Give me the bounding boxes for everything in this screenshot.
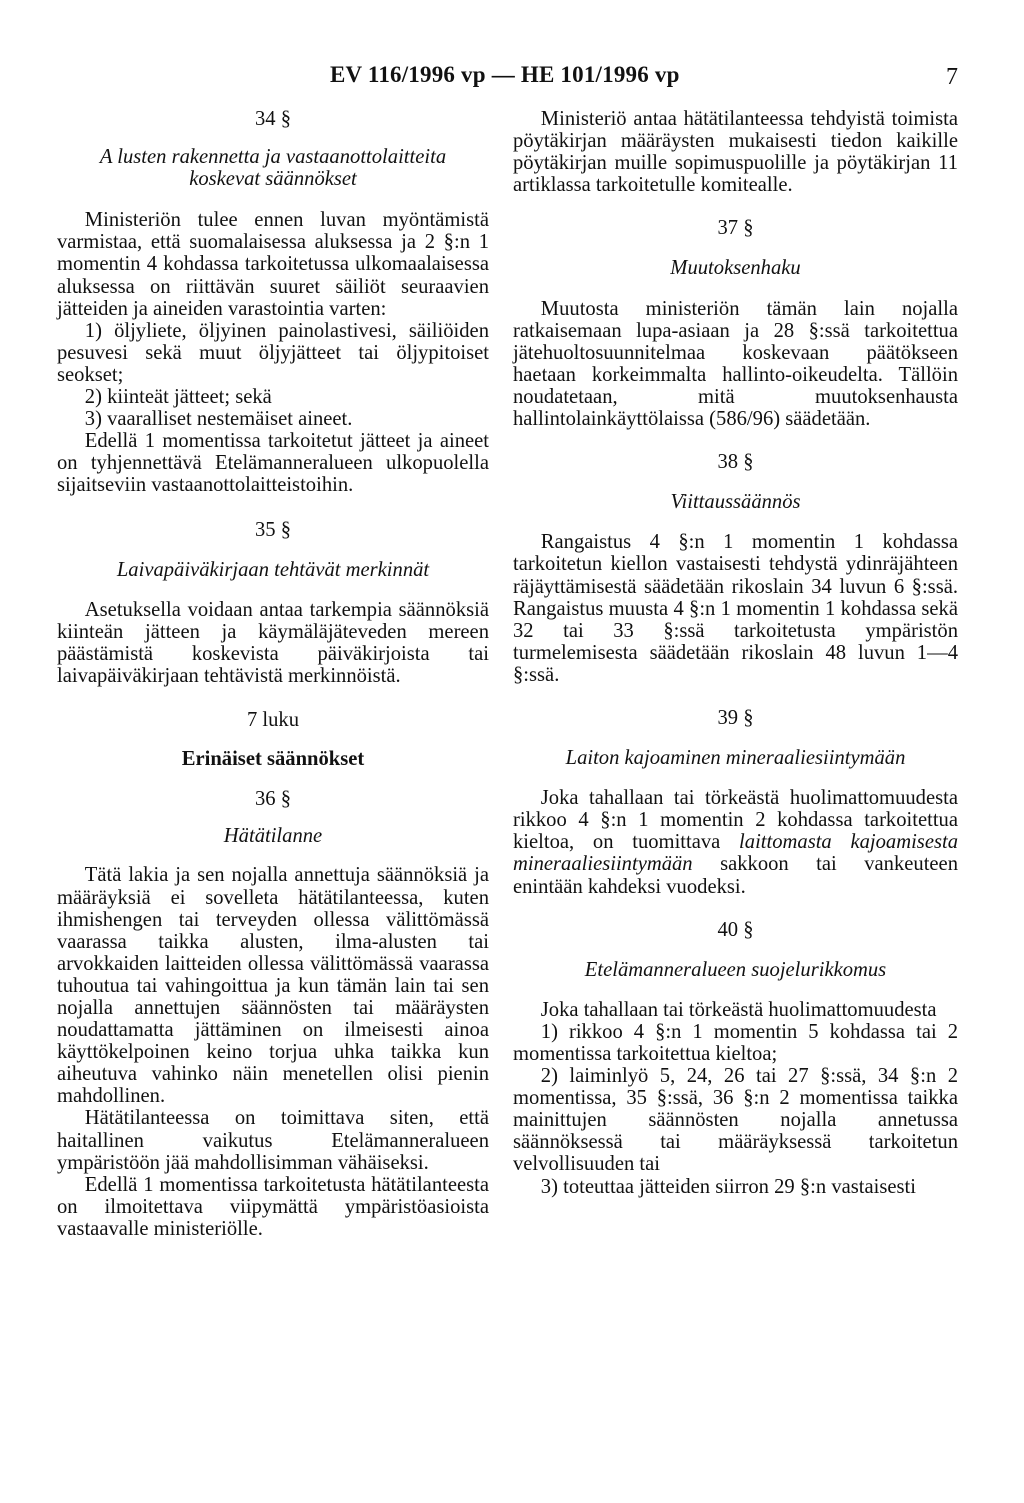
section-39-paragraph-1 — [513, 787, 958, 897]
section-36-paragraph-2: Hätätilanteessa on toimittava siten, että haitallinen vaikutus Etelämanneralueen ympäristöön jää mahdollisimman vähäiseksi. — [57, 1107, 489, 1174]
section-40-title: Etelämanneralueen suojelurikkomus — [584, 958, 887, 981]
right-column — [513, 108, 958, 1198]
section-39-title: Laiton kajoaminen mineraaliesiintymään — [565, 747, 906, 770]
section-37-number: 37 § — [717, 217, 754, 240]
section-36-paragraph-1: Tätä lakia ja sen nojalla annettuja säännöksiä ja määräyksiä ei sovelleta hätätilanteessa, kuten ihmishengen tai terveyden ollessa välittömässä vaarassa taikka alusten, ilma-alusten tai arvokkaiden laitteiden ollessa välittömässä vaarassa tuhoutua tai vahingoittua ja kun tämän lain tai sen nojalla annettujen säännösten tai määräysten noudattamatta jättäminen on ilmeisesti ainoa käyttökelpoinen keino torjua uhka taikka kun aiheutuva vahinko näin menetellen olisi pienin mahdollinen. — [57, 864, 489, 1108]
section-35-title: Laivapäiväkirjaan tehtävät merkinnät — [116, 558, 430, 581]
section-34-paragraph-2: Edellä 1 momentissa tarkoitetut jätteet ja aineet on tyhjennettävä Etelämanneralueen ulkopuolella sijaitseviin vastaanottolaitteistoihin. — [57, 430, 489, 497]
section-36-title: Hätätilanne — [223, 825, 323, 848]
section-34-item-2: 2) kiinteät jätteet; sekä — [84, 386, 272, 409]
section-40-number: 40 § — [717, 918, 754, 941]
section-36-number: 36 § — [254, 788, 292, 811]
chapter-7-number: 7 luku — [246, 709, 300, 732]
section-39-offence-name: laittomasta kajoamisesta mineraaliesiintymään — [513, 831, 958, 876]
section-36-paragraph-3: Edellä 1 momentissa tarkoitetusta hätätilanteesta on ilmoitettava viipymättä ympäristöasioista vastaavalle ministeriölle. — [57, 1173, 489, 1240]
section-38-paragraph-1: Rangaistus 4 §:n 1 momentin 1 kohdassa tarkoitetun kiellon vastaisesti tehdystä ydinräjähteen räjäyttämisestä säädetään rikoslain 34 luvun 6 §:ssä. Rangaistus muusta 4 §:n 1 momentin 1 kohdassa sekä 32 tai 33 §:ssä tarkoitetusta ympäristön turmelemisesta säädetään rikoslain 48 luvun 1—4 §:ssä. — [513, 531, 958, 686]
section-40-item-2: 2) laiminlyö 5, 24, 26 tai 27 §:ssä, 34 §:n 2 momentissa, 35 §:ssä, 36 §:n 2 momentissa taikka mainittujen säännösten nojalla annetussa säännöksessä tai määräyksessä tarkoitetun velvollisuuden tai — [513, 1065, 958, 1176]
section-40-item-1: 1) rikkoo 4 §:n 1 momentin 5 kohdassa tai 2 momentissa tarkoitettua kieltoa; — [513, 1020, 958, 1065]
section-37-paragraph-1: Muutosta ministeriön tämän lain nojalla ratkaisemaan lupa-asiaan ja 28 §:ssä tarkoitettua jätehuoltosuunnitelmaa koskevaan päätökseen haetaan korkeimmalta hallinto-oikeudelta. Tällöin noudatetaan, mitä muutoksenhausta hallintolainkäyttölaissa (586/96) säädetään. — [513, 297, 958, 431]
section-34-number: 34 § — [254, 108, 292, 130]
section-38-title: Viittaussäännös — [670, 491, 801, 514]
section-38-number: 38 § — [717, 451, 754, 474]
section-34-item-3: 3) vaaralliset nestemäiset aineet. — [84, 408, 353, 431]
section-39-text-part-2: sakkoon tai vankeuteen enintään kahdeksi vuodeksi. — [513, 853, 958, 898]
section-34-paragraph-1: Ministeriön tulee ennen luvan myöntämistä varmistaa, että suomalaisessa aluksessa ja 2 §:n 1 momentin 4 kohdassa tarkoitetussa ulkomaalaisessa aluksessa on riittävän suuret säiliöt seuraavien jätteiden ja aineiden varastointia varten: — [57, 209, 489, 320]
section-39-text-part-1: Joka tahallaan tai törkeästä huolimattomuudesta rikkoo 4 §:n 1 momentin 2 kohdassa tarkoitettua kieltoa, on tuomittava — [513, 787, 958, 854]
running-header: EV 116/1996 vp — HE 101/1996 vp — [330, 62, 680, 87]
page-number: 7 — [946, 64, 958, 90]
section-34-item-1: 1) öljyliete, öljyinen painolastivesi, säiliöiden pesuvesi sekä muut öljyjätteet tai öljypitoiset seokset; — [57, 319, 489, 386]
left-column — [57, 108, 489, 1240]
section-40-paragraph-1: Joka tahallaan tai törkeästä huolimattomuudesta — [540, 998, 937, 1021]
section-37-title: Muutoksenhaku — [670, 257, 801, 280]
section-39-number: 39 § — [717, 706, 754, 729]
section-35-number: 35 § — [254, 518, 292, 541]
chapter-7-title: Erinäiset säännökset — [181, 748, 365, 771]
section-35-paragraph-1: Asetuksella voidaan antaa tarkempia säännöksiä kiinteän jätteen ja käymäläjäteveden mereen päästämistä koskevista päiväkirjoista tai laivapäiväkirjaan tehtävistä merkinnöistä. — [57, 598, 489, 687]
section-40-item-3: 3) toteuttaa jätteiden siirron 29 §:n vastaisesti — [540, 1175, 916, 1198]
page-header — [0, 62, 1024, 92]
section-34-title: A lusten rakennetta ja vastaanottolaitteita koskevat säännökset — [99, 146, 447, 191]
section-36-paragraph-4: Ministeriö antaa hätätilanteessa tehdyistä toimista pöytäkirjan määräysten mukaisesti tiedon kaikille pöytäkirjan muille sopimuspuolille ja pöytäkirjan 11 artiklassa tarkoitetulle komitealle. — [513, 108, 958, 197]
